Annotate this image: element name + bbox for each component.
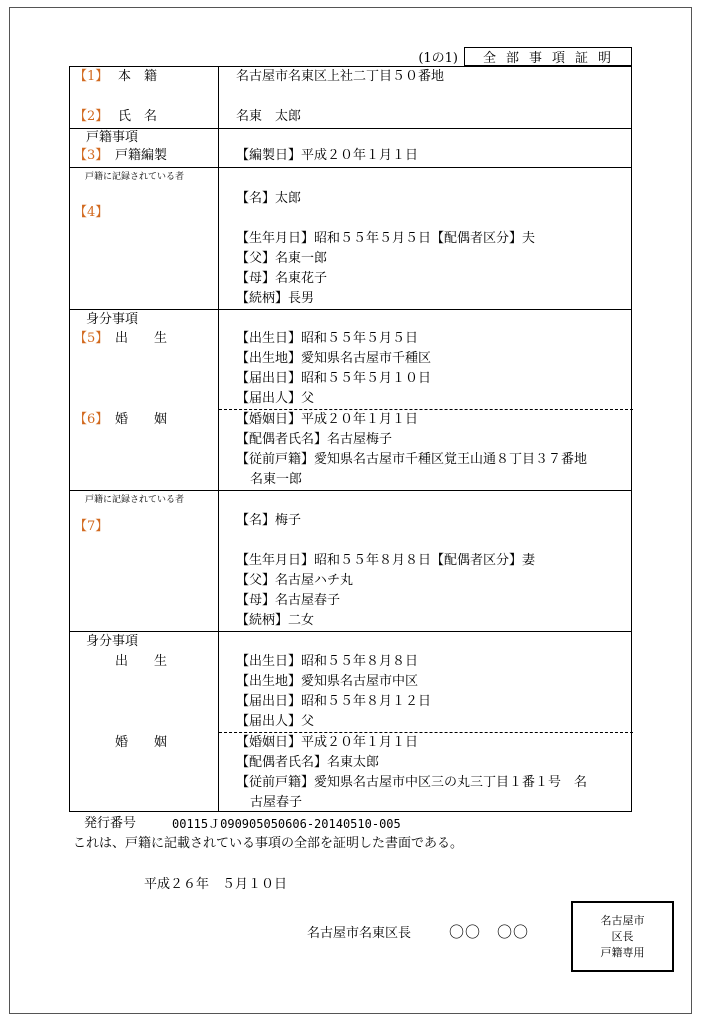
marriage-section-label: 婚 姻 <box>115 735 168 750</box>
person-name: 【名】梅子 <box>236 513 302 528</box>
row-divider <box>70 167 631 168</box>
birth-line: 【出生地】愛知県名古屋市中区 <box>236 674 419 689</box>
koseki-value: 【編製日】平成２０年１月１日 <box>236 148 419 163</box>
issue-number: 00115Ｊ090905050606-20140510-005 <box>172 817 401 831</box>
issue-number-label: 発行番号 <box>84 816 137 831</box>
row-divider <box>70 490 631 491</box>
person-heading: 戸籍に記録されている者 <box>85 495 185 505</box>
section-divider <box>219 409 633 410</box>
issuer-name: 〇〇 〇〇 <box>449 923 530 941</box>
column-divider <box>218 67 219 811</box>
marriage-line: 名東一郎 <box>250 472 303 487</box>
page-label: (1の1) <box>418 51 458 66</box>
birth-line: 【届出人】父 <box>236 714 315 729</box>
marriage-line: 【配偶者氏名】名古屋梅子 <box>236 432 393 447</box>
birth-line: 【出生日】昭和５５年５月５日 <box>236 331 419 346</box>
mibun-heading: 身分事項 <box>86 634 139 649</box>
entry-number: 【6】 <box>74 412 109 427</box>
official-seal <box>571 901 674 972</box>
entry-number: 【2】 <box>74 109 109 124</box>
person-relation: 【続柄】長男 <box>236 291 315 306</box>
document-header <box>400 47 632 66</box>
person-birth: 【生年月日】昭和５５年８月８日【配偶者区分】妻 <box>236 553 536 568</box>
entry-number: 【3】 <box>74 148 109 163</box>
birth-line: 【出生地】愛知県名古屋市千種区 <box>236 351 432 366</box>
marriage-section-label: 婚 姻 <box>115 412 168 427</box>
marriage-line: 【婚姻日】平成２０年１月１日 <box>236 735 419 750</box>
row-divider <box>70 631 631 632</box>
row-divider <box>70 128 631 129</box>
section-divider <box>219 732 633 733</box>
person-name: 【名】太郎 <box>236 191 302 206</box>
entry-number: 【5】 <box>74 331 109 346</box>
seal-line: 戸籍専用 <box>600 945 645 959</box>
shimei-label: 氏 名 <box>118 109 158 124</box>
honseki-label: 本 籍 <box>118 69 158 84</box>
seal-line: 名古屋市 <box>600 913 645 927</box>
person-birth: 【生年月日】昭和５５年５月５日【配偶者区分】夫 <box>236 231 536 246</box>
koseki-heading: 戸籍事項 <box>86 130 139 145</box>
marriage-line: 【婚姻日】平成２０年１月１日 <box>236 412 419 427</box>
birth-line: 【届出人】父 <box>236 391 315 406</box>
issue-date: 平成２６年 ５月１０日 <box>144 877 288 892</box>
person-mother: 【母】名東花子 <box>236 271 328 286</box>
birth-line: 【届出日】昭和５５年５月１０日 <box>236 371 432 386</box>
seal-line: 区長 <box>611 929 634 943</box>
marriage-line: 【従前戸籍】愛知県名古屋市千種区覚王山通８丁目３７番地 <box>236 452 588 467</box>
person-father: 【父】名東一郎 <box>236 251 328 266</box>
certification-text: これは、戸籍に記載されている事項の全部を証明した書面である。 <box>73 836 464 851</box>
birth-section-label: 出 生 <box>115 331 168 346</box>
issuer-title: 名古屋市名東区長 <box>307 926 412 941</box>
document-title: 全部事項証明 <box>464 47 632 66</box>
family-register-table <box>69 66 632 812</box>
shimei-value: 名東 太郎 <box>236 109 302 124</box>
marriage-line: 【配偶者氏名】名東太郎 <box>236 755 380 770</box>
entry-number: 【7】 <box>74 519 109 534</box>
marriage-line: 古屋春子 <box>250 795 303 810</box>
person-heading: 戸籍に記録されている者 <box>85 172 185 182</box>
person-mother: 【母】名古屋春子 <box>236 593 341 608</box>
koseki-label: 戸籍編製 <box>115 148 168 163</box>
person-relation: 【続柄】二女 <box>236 613 315 628</box>
birth-line: 【出生日】昭和５５年８月８日 <box>236 654 419 669</box>
entry-number: 【1】 <box>74 69 109 84</box>
birth-section-label: 出 生 <box>115 654 168 669</box>
entry-number: 【4】 <box>74 205 109 220</box>
honseki-value: 名古屋市名東区上社二丁目５０番地 <box>236 69 445 84</box>
birth-line: 【届出日】昭和５５年８月１２日 <box>236 694 432 709</box>
mibun-heading: 身分事項 <box>86 312 139 327</box>
marriage-line: 【従前戸籍】愛知県名古屋市中区三の丸三丁目１番１号 名 <box>236 775 588 790</box>
row-divider <box>70 309 631 310</box>
person-father: 【父】名古屋ハチ丸 <box>236 573 354 588</box>
